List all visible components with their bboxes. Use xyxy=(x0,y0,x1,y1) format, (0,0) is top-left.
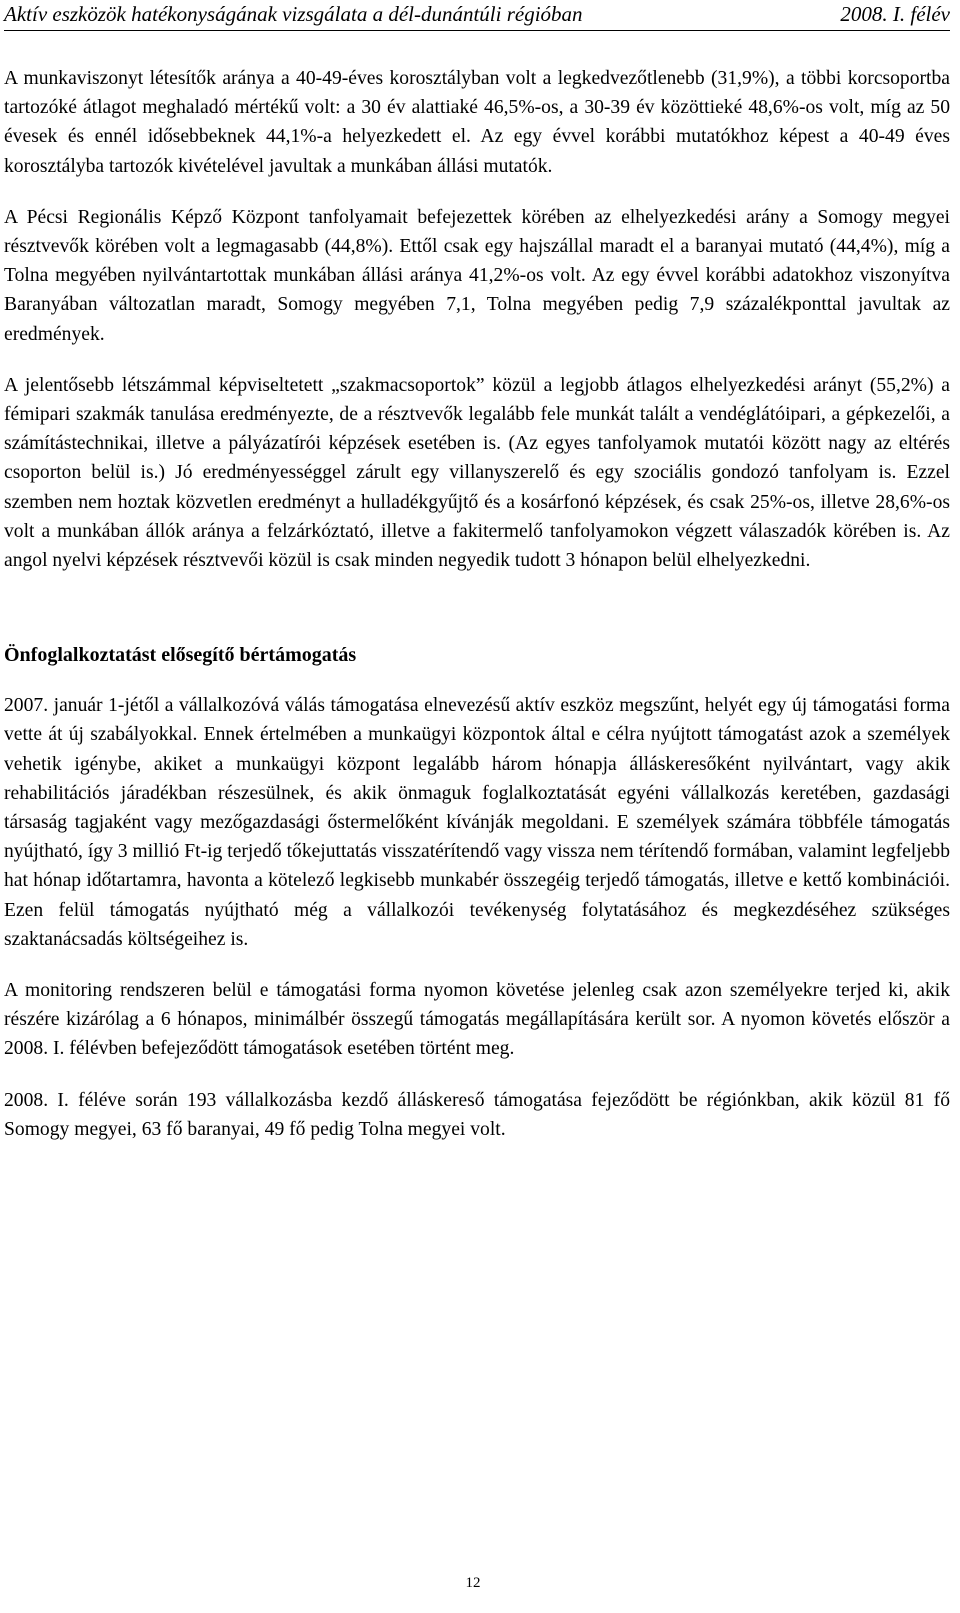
paragraph-results: 2008. I. féléve során 193 vállalkozásba kezdő álláskereső támogatása fejeződött be régiónkban, akik közül 81 fő Somogy megyei, 63 fő baranyai, 49 fő pedig Tolna megyei volt. xyxy=(4,1089,950,1140)
page-number: 12 xyxy=(465,1575,481,1591)
paragraph-age-groups: A munkaviszonyt létesítők aránya a 40-49-éves korosztályban volt a legkedvezőtlenebb (31,9%), a többi korcsoportba tartozóké átlagot meghaladó mértékű volt: a 30 év alattiaké 46,5%-os, a 30-39 év közöttieké 48,6%-os volt, míg az 50 évesek és ennél idősebbeknek 44,1%-a helyezkedett el. Az egy évvel korábbi mutatókhoz képest a 40-49 éves korosztályba tartozók kivételével javultak a munkában állási mutatók. xyxy=(4,68,950,177)
paragraph-monitoring: A monitoring rendszeren belül e támogatási forma nyomon követése jelenleg csak azon személyekre terjed ki, akik részére kizárólag a 6 hónapos, minimálbér összegű támogatás megállapítására került sor. A nyomon követés először a 2008. I. félévben befejeződött támogatások esetében történt meg. xyxy=(4,980,950,1060)
paragraph-vocational-groups: A jelentősebb létszámmal képviseltetett „szakmacsoportok” közül a legjobb átlagos elhelyezkedési arányt (55,2%) a fémipari szakmák tanulása eredményezte, de a résztvevők legalább fele munkát talált a vendéglátóipari, a gépkezelői, a számítástechnikai, illetve a pályázatírói képzések esetében is. (Az egyes tanfolyamok mutatói között nagy az eltérés csoporton belül is.) Jó eredményességgel zárult egy villanyszerelő és egy szociális gondozó tanfolyam is. Ezzel szemben nem hoztak közvetlen eredményt a hulladékgyűjtő és a kosárfonó képzések, és csak 25%-os, illetve 28,6%-os volt a munkában állók aránya a felzárkóztató, illetve a fakitermelő tanfolyamokon végzett válaszadók körében is. Az angol nyelvi képzések résztvevői közül is csak minden negyedik tudott 3 hónapon belül elhelyezkedni. xyxy=(4,374,950,572)
paragraph-self-employment-support: 2007. január 1-jétől a vállalkozóvá válás támogatása elnevezésű aktív eszköz megszűnt, helyét egy új támogatási forma vette át új szabályokkal. Ennek értelmében a munkaügyi központok által e célra nyújtott támogatást azok a személyek vehetik igénybe, akiket a munkaügyi központ legalább három hónapja álláskeresőként nyilvántart, vagy akik rehabilitációs járadékban részesülnek, és akik önmaguk foglalkoztatását egyéni vállalkozás keretében, gazdasági társaság tagjaként vagy mezőgazdasági őstermelőként kívánják megoldani. E személyek számára többféle támogatás nyújtható, így 3 millió Ft-ig terjedő tőkejuttatás visszatérítendő vagy vissza nem térítendő formában, valamint legfeljebb hat hónap időtartamra, havonta a kötelező legkisebb munkabér összegéig terjedő támogatás, illetve e kettő kombinációi. Ezen felül támogatás nyújtható még a vállalkozói tevékenység folytatásához és megkezdéséhez szükséges szaktanácsadás költségeihez is. xyxy=(4,695,950,950)
header-period: 2008. I. félév xyxy=(840,2,950,26)
running-header xyxy=(4,2,950,31)
section-heading: Önfoglalkoztatást elősegítő bértámogatás xyxy=(4,644,357,667)
document-body xyxy=(4,64,950,1144)
paragraph-counties: A Pécsi Regionális Képző Központ tanfolyamait befejezettek körében az elhelyezkedési arány a Somogy megyei résztvevők körében volt a legmagasabb (44,8%). Ettől csak egy hajszállal maradt el a baranyai mutató (44,4%), míg a Tolna megyében nyilvántartottak munkában állási aránya 41,2%-os volt. Az egy évvel korábbi adatokhoz viszonyítva Baranyában változatlan maradt, Somogy megyében 7,1, Tolna megyében pedig 7,9 százalékponttal javultak az eredmények. xyxy=(4,206,950,345)
header-title: Aktív eszközök hatékonyságának vizsgálata a dél-dunántúli régióban xyxy=(4,2,583,26)
